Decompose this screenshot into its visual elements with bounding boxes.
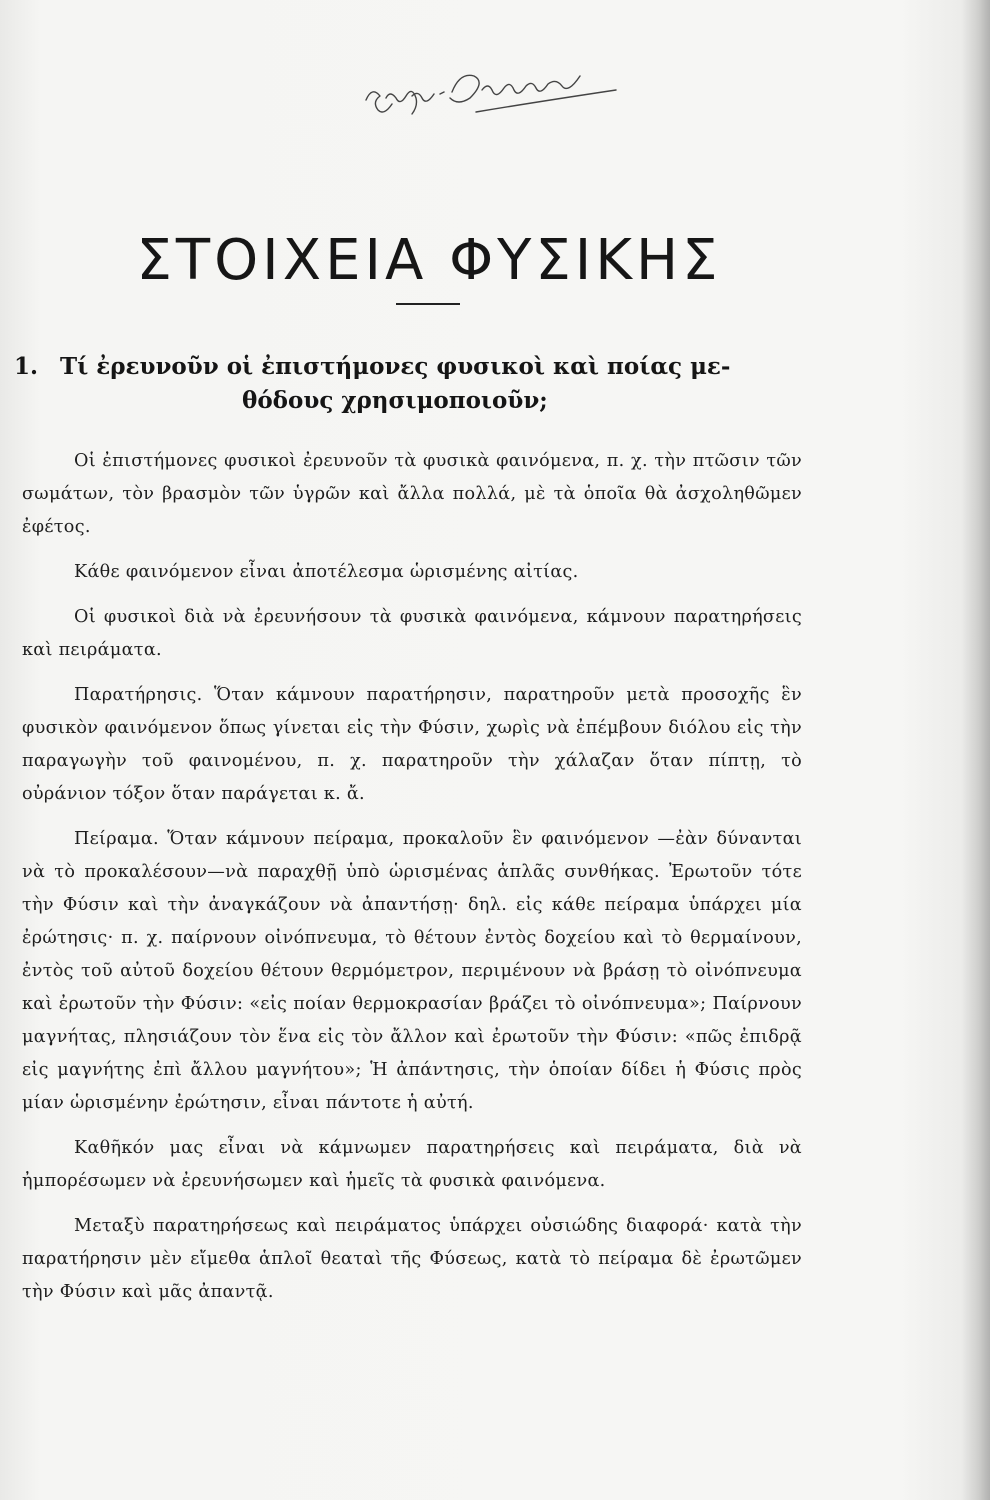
paragraph-text: Κάθε φαινόμενον εἶναι ἀποτέλεσμα ὡρισμένης αἰτίας. bbox=[74, 562, 579, 582]
term-label: Παρατήρησις. bbox=[74, 685, 203, 705]
page-title: ΣΤΟΙΧΕΙΑ ΦΥΣΙΚΗΣ bbox=[136, 228, 722, 293]
paragraph-text: Ὅταν κάμνουν παρατήρησιν, παρατηροῦν μετὰ προσοχῆς ἓν φυσικὸν φαινόμενον ὅπως γίνεται εἰς τὴν Φύσιν, χωρὶς νὰ ἐπέμβουν διόλου εἰς τὴν παραγωγὴν τοῦ φαινομένου, π. χ. παρατηροῦν τὴν χάλαζαν ὅταν πίπτῃ, τὸ οὐράνιον τόξον ὅταν παράγεται κ. ἄ. bbox=[22, 685, 802, 804]
body-text bbox=[22, 445, 802, 1321]
term-label: Πείραμα. bbox=[74, 829, 159, 849]
paragraph bbox=[22, 679, 802, 811]
paragraph bbox=[22, 556, 802, 589]
page-edge-shadow bbox=[962, 0, 990, 1500]
paragraph bbox=[22, 601, 802, 667]
paragraph bbox=[22, 1210, 802, 1309]
section-heading-line1: Τί ἐρευνοῦν οἱ ἐπιστήμονες φυσικοὶ καὶ ποίας με- bbox=[60, 353, 731, 380]
paragraph-text: Μεταξὺ παρατηρήσεως καὶ πειράματος ὑπάρχει οὐσιώδης διαφορά· κατὰ τὴν παρατήρησιν μὲν εἴμεθα ἁπλοῖ θεαταὶ τῆς Φύσεως, κατὰ τὸ πείραμα δὲ ἐρωτῶμεν τὴν Φύσιν καὶ μᾶς ἀπαντᾷ. bbox=[22, 1216, 802, 1302]
paragraph-text: Οἱ φυσικοὶ διὰ νὰ ἐρευνήσουν τὰ φυσικὰ φαινόμενα, κάμνουν παρατηρήσεις καὶ πειράματα. bbox=[22, 607, 802, 660]
paragraph-text: Καθῆκόν μας εἶναι νὰ κάμνωμεν παρατηρήσεις καὶ πειράματα, διὰ νὰ ἠμπορέσωμεν νὰ ἐρευνήσωμεν καὶ ἡμεῖς τὰ φυσικὰ φαινόμενα. bbox=[22, 1138, 802, 1191]
paragraph-text: Οἱ ἐπιστήμονες φυσικοὶ ἐρευνοῦν τὰ φυσικὰ φαινόμενα, π. χ. τὴν πτῶσιν τῶν σωμάτων, τὸν βρασμὸν τῶν ὑγρῶν καὶ ἄλλα πολλά, μὲ τὰ ὁποῖα θὰ ἀσχοληθῶμεν ἐφέτος. bbox=[22, 451, 802, 537]
section-heading-line2: θόδους χρησιμοποιοῦν; bbox=[242, 387, 548, 414]
title-underline-rule bbox=[396, 303, 460, 305]
section-number: 1. bbox=[14, 353, 39, 380]
paragraph bbox=[22, 1132, 802, 1198]
handwritten-signature bbox=[356, 62, 636, 142]
paragraph bbox=[22, 823, 802, 1120]
paragraph bbox=[22, 445, 802, 544]
section-heading bbox=[14, 350, 814, 418]
paragraph-text: Ὅταν κάμνουν πείραμα, προκαλοῦν ἓν φαινόμενον —ἐὰν δύνανται νὰ τὸ προκαλέσουν—νὰ παραχθῇ ὑπὸ ὡρισμένας ἁπλᾶς συνθήκας. Ἐρωτοῦν τότε τὴν Φύσιν καὶ τὴν ἀναγκάζουν νὰ ἀπαντήσῃ· δηλ. εἰς κάθε πείραμα ὑπάρχει μία ἐρώτησις· π. χ. παίρνουν οἰνόπνευμα, τὸ θέτουν ἐντὸς δοχείου καὶ τὸ θερμαίνουν, ἐντὸς τοῦ αὐτοῦ δοχείου θέτουν θερμόμετρον, περιμένουν νὰ βράσῃ τὸ οἰνόπνευμα καὶ ἐρωτοῦν τὴν Φύσιν: «εἰς ποίαν θερμοκρασίαν βράζει τὸ οἰνόπνευμα»; Παίρνουν μαγνήτας, πλησιάζουν τὸν ἕνα εἰς τὸν ἄλλον καὶ ἐρωτοῦν τὴν Φύσιν: «πῶς ἐπιδρᾷ εἰς μαγνήτης ἐπὶ ἄλλου μαγνήτου»; Ἡ ἀπάντησις, τὴν ὁποίαν δίδει ἡ Φύσις πρὸς μίαν ὡρισμένην ἐρώτησιν, εἶναι πάντοτε ἡ αὐτή. bbox=[22, 829, 802, 1113]
